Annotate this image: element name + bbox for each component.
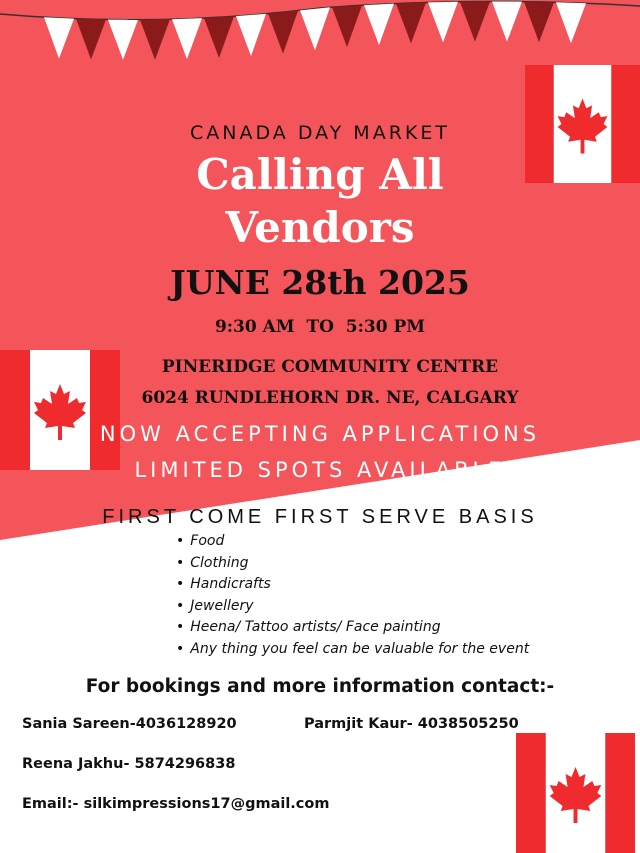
list-item: • Any thing you feel can be valuable for the event <box>176 639 529 661</box>
bunting-pennant <box>492 1 522 41</box>
bunting-pennant <box>364 4 394 45</box>
limited-spots: LIMITED SPOTS AVAILABLE <box>134 458 506 482</box>
venue-name: PINERIDGE COMMUNITY CENTRE <box>161 357 499 377</box>
list-item: • Clothing <box>176 553 529 575</box>
bunting-pennant <box>460 1 490 41</box>
bunting-pennant <box>396 2 426 43</box>
canada-flag-bottom-right <box>516 733 635 853</box>
headline-line-2: Vendors <box>225 203 415 252</box>
bunting-pennant <box>140 19 170 59</box>
contact-heading: For bookings and more information contact:- <box>85 676 555 697</box>
bunting-pennant <box>268 11 298 54</box>
headline-line-1: Calling All <box>196 150 444 199</box>
list-item: • Heena/ Tattoo artists/ Face painting <box>176 617 529 639</box>
accepting-applications: NOW ACCEPTING APPLICATIONS <box>99 422 541 446</box>
bunting-pennant <box>108 20 138 60</box>
first-come-first-serve: FIRST COME FIRST SERVE BASIS <box>102 506 538 528</box>
event-date: JUNE 28th 2025 <box>170 263 470 302</box>
bunting-pennant <box>428 2 458 43</box>
event-time: 9:30 AM TO 5:30 PM <box>214 317 426 337</box>
bunting-pennant <box>172 18 202 59</box>
event-eyebrow: CANADA DAY MARKET <box>190 122 450 144</box>
vendor-categories-list <box>176 531 529 660</box>
bunting-pennant <box>204 16 234 58</box>
venue-address: 6024 RUNDLEHORN DR. NE, CALGARY <box>141 388 519 408</box>
bunting-pennant <box>524 2 554 43</box>
list-item: • Food <box>176 531 529 553</box>
bunting-pennant <box>76 19 106 60</box>
bunting-pennant <box>300 7 330 50</box>
contact-email: Email:- silkimpressions17@gmail.com <box>22 796 330 812</box>
bunting-pennant <box>556 2 586 43</box>
list-item: • Jewellery <box>176 596 529 618</box>
bunting-pennant <box>236 14 266 56</box>
list-item: • Handicrafts <box>176 574 529 596</box>
contact-reena: Reena Jakhu- 5874296838 <box>22 756 236 772</box>
bunting-pennant <box>44 17 74 58</box>
bunting-pennant <box>332 5 362 47</box>
contact-sania: Sania Sareen-4036128920 <box>22 716 237 732</box>
contact-parmjit: Parmjit Kaur- 4038505250 <box>304 716 519 732</box>
